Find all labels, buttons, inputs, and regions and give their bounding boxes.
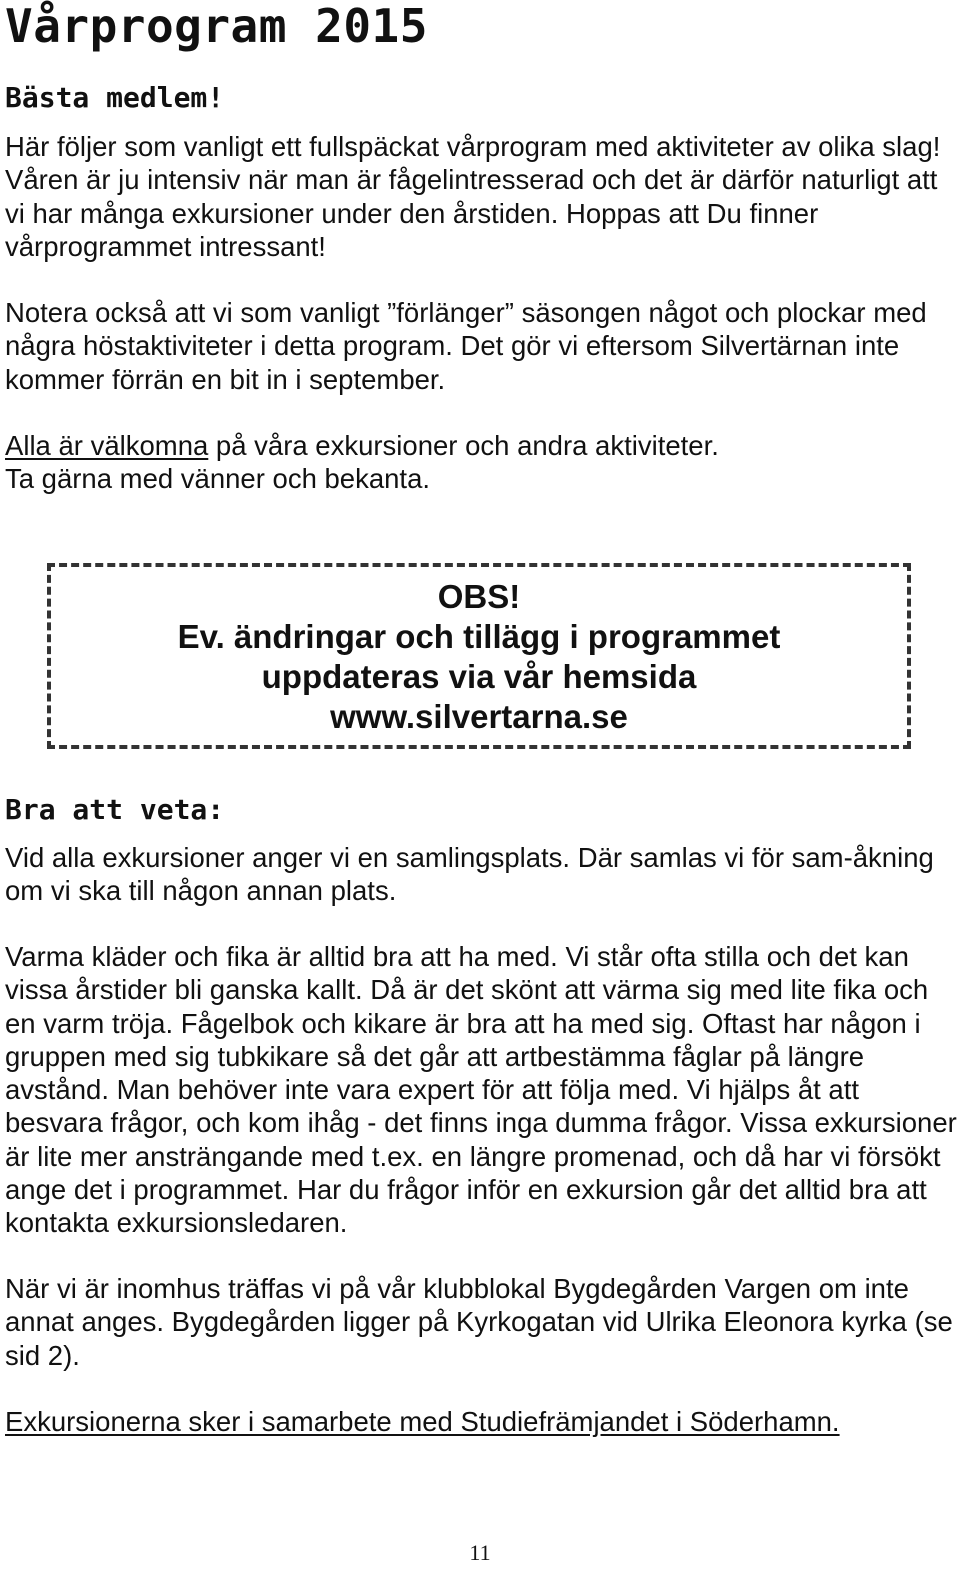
good-to-know-heading: Bra att veta:: [5, 793, 225, 826]
venue-paragraph: När vi är inomhus träffas vi på vår klubblokal Bygdegården Vargen om inte annat anges. Bygdegården ligger på Kyrkogatan vid Ulrika Eleonora kyrka (se sid 2).: [5, 1273, 953, 1371]
partnership-text: Exkursionerna sker i samarbete med Studiefrämjandet i Söderhamn.: [5, 1406, 840, 1437]
meeting-point-paragraph: Vid alla exkursioner anger vi en samlingsplats. Där samlas vi för sam-åkning om vi ska till någon annan plats.: [5, 842, 934, 907]
page-number: 11: [469, 1540, 491, 1565]
welcome-underlined: Alla är välkomna: [5, 430, 209, 461]
clothing-paragraph: Varma kläder och fika är alltid bra att ha med. Vi står ofta stilla och det kan vissa årstider bli ganska kallt. Då är det skönt att värma sig med lite fika och en varm tröja. Fågelbok och kikare är bra att ha med sig. Oftast har någon i gruppen med sig tubkikare så det går att artbestämma fåglar på längre avstånd. Man behöver inte vara expert för att följa med. Vi hjälps åt att besvara frågor, och kom ihåg - det finns inga dumma frågor. Vissa exkursioner är lite mer ansträngande med t.ex. en längre promenad, och då har vi försökt ange det i programmet. Har du frågor inför en exkursion går det alltid bra att kontakta exkursionsledaren.: [5, 941, 957, 1239]
welcome-line2: Ta gärna med vänner och bekanta.: [5, 463, 431, 495]
greeting-heading: Bästa medlem!: [5, 81, 225, 114]
note-paragraph: Notera också att vi som vanligt ”förlänger” säsongen något och plockar med några höstaktiviteter i detta program. Det gör vi eftersom Silvertärnan inte kommer förrän en bit in i september.: [5, 297, 927, 395]
obs-line1: Ev. ändringar och tillägg i programmet: [177, 618, 781, 655]
website-link[interactable]: www.silvertarna.se: [330, 698, 628, 735]
obs-notice-box: [47, 563, 911, 749]
welcome-rest: på våra exkursioner och andra aktiviteter.: [208, 430, 719, 461]
welcome-paragraph: [5, 429, 957, 496]
obs-line2: uppdateras via vår hemsida: [261, 658, 697, 695]
page-title: Vårprogram 2015: [5, 0, 428, 53]
obs-heading: OBS!: [437, 578, 521, 615]
partnership-paragraph: [5, 1405, 957, 1438]
intro-paragraph: Här följer som vanligt ett fullspäckat vårprogram med aktiviteter av olika slag! Våren är ju intensiv när man är fågelintresserad och det är därför naturligt att vi har många exkursioner under den årstiden. Hoppas att Du finner vårprogrammet intressant!: [5, 131, 941, 262]
